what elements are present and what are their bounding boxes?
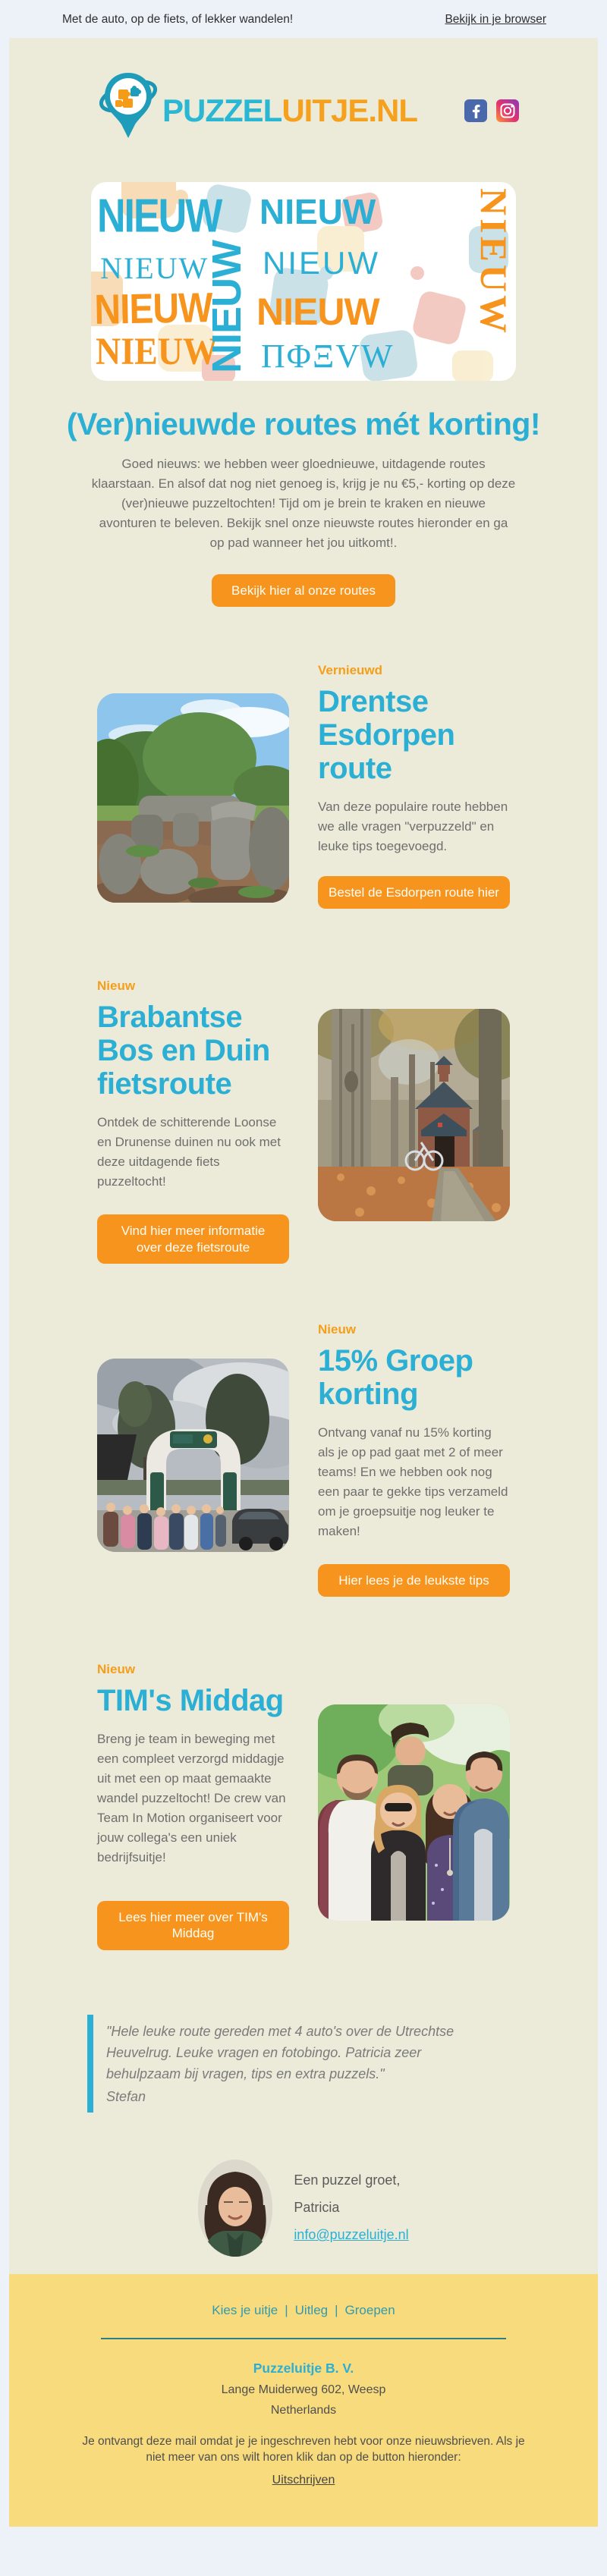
collage-word: NIEUW	[97, 190, 222, 243]
section-title: Drentse Esdorpen route	[318, 685, 455, 786]
blonde-woman	[371, 1785, 426, 1921]
section-brabantse-fietsroute	[9, 979, 598, 1264]
unsubscribe-link[interactable]: Uitschrijven	[272, 2473, 335, 2486]
dolmen-stones-photo[interactable]	[97, 693, 289, 909]
tims-middag-button[interactable]: Lees hier meer over TIM's Middag	[97, 1901, 289, 1950]
unsubscribe-text: Je ontvangt deze mail omdat je je ingeschreven hebt voor onze nieuwsbrieven. Als je niet meer van ons wilt horen klik dan op de button hieronder:	[82, 2434, 525, 2464]
footer-link-kies-je-uitje[interactable]: Kies je uitje	[212, 2302, 278, 2317]
header	[9, 38, 598, 149]
footer-link-uitleg[interactable]: Uitleg	[294, 2302, 329, 2317]
quote-text: "Hele leuke route gereden met 4 auto's over de Utrechtse Heuvelrug. Leuke vragen en fotobingo. Patricia zeer behulpzaam bij vragen, tips en extra puzzels."	[106, 2023, 454, 2081]
friends-group-photo[interactable]	[318, 1704, 510, 1950]
esdorpen-route-button[interactable]: Bestel de Esdorpen route hier	[318, 876, 510, 909]
signoff-line2: Patricia	[294, 2200, 340, 2216]
company-address: Lange Muiderweg 602, Weesp	[221, 2383, 386, 2396]
section-groepkorting	[9, 1322, 598, 1597]
section-content	[97, 979, 289, 1264]
link-separator: |	[285, 2302, 288, 2317]
hero-cta-button[interactable]: Bekijk hier al onze routes	[212, 574, 395, 607]
collage-word-greek: ΠΦΞVW	[261, 338, 395, 375]
event-arch-photo[interactable]	[97, 1359, 289, 1597]
collage-word-vertical: NIEUW	[473, 188, 515, 337]
link-separator: |	[335, 2302, 338, 2317]
map-pin-puzzle-icon	[99, 71, 158, 151]
section-tims-middag	[9, 1662, 598, 1950]
section-content	[97, 1662, 289, 1950]
section-body-text: Ontdek de schitterende Loonse en Drunense duinen nu ook met deze uitdagende fiets puzzeltocht!	[97, 1115, 281, 1189]
collage-word: NIEUW	[93, 284, 212, 334]
instagram-icon[interactable]	[496, 99, 519, 122]
section-content	[318, 663, 510, 909]
section-tag: Vernieuwd	[318, 663, 383, 678]
hero-body-text: Goed nieuws: we hebben weer gloednieuwe, uitdagende routes klaarstaan. En alsof dat nog niet genoeg is, krijg je nu €5,- korting op deze (ver)nieuwe puzzeltochten! Tijd om je brein te kraken en nieuwe avonturen te beleven. Bekijk snel onze nieuwste routes hieronder en ga op pad wanneer het jou uitkomt!.	[91, 456, 516, 550]
section-tag: Nieuw	[97, 979, 136, 994]
collage-word-vertical: NIEUW	[204, 240, 250, 373]
quote-author: Stefan	[106, 2088, 146, 2104]
section-body-text: Ontvang vanaf nu 15% korting als je op pad gaat met 2 of meer teams! En we hebben ook nog een paar te gekke tips verzameld om je groepsuitje nog leuker te maken!	[318, 1425, 508, 1538]
signoff	[9, 2160, 598, 2257]
signoff-text	[294, 2170, 408, 2245]
collage-word: NIEUW	[100, 251, 209, 285]
section-content	[318, 1322, 510, 1597]
section-tag: Nieuw	[97, 1662, 136, 1677]
company-name: Puzzeluitje B. V.	[253, 2360, 354, 2376]
company-country: Netherlands	[270, 2403, 337, 2417]
forest-chapel-photo[interactable]	[318, 1009, 510, 1264]
footer	[9, 2274, 598, 2527]
section-body-text: Van deze populaire route hebben we alle vragen "verpuzzeld" en leuke tips toegevoegd.	[318, 800, 508, 854]
brand-word-puzzel: PUZZEL	[162, 93, 282, 128]
email-body	[9, 38, 598, 2527]
hero-title: (Ver)nieuwde routes mét korting!	[66, 407, 541, 441]
section-title: Brabantse Bos en Duin fietsroute	[97, 1001, 270, 1101]
preheader-text: Met de auto, op de fiets, of lekker wandelen!	[62, 13, 294, 26]
footer-link-groepen[interactable]: Groepen	[344, 2302, 395, 2317]
email-link[interactable]: info@puzzeluitje.nl	[294, 2227, 409, 2243]
footer-divider	[101, 2338, 506, 2339]
section-title: 15% Groep korting	[318, 1343, 473, 1411]
signoff-line1: Een puzzel groet,	[294, 2172, 401, 2188]
brand-word-uitje: UITJE.NL	[281, 93, 418, 128]
section-drentse-esdorpen	[9, 663, 598, 909]
view-in-browser-link[interactable]: Bekijk in je browser	[445, 13, 546, 26]
collage-word: NIEUW	[256, 291, 379, 333]
puzzeluitje-logo[interactable]	[99, 71, 417, 151]
preheader-bar	[0, 0, 607, 38]
footer-links	[9, 2303, 598, 2318]
collage-word: NIEUW	[263, 245, 380, 281]
section-title: TIM's Middag	[97, 1684, 284, 1718]
section-tag: Nieuw	[318, 1321, 357, 1337]
testimonial-quote	[87, 2015, 520, 2113]
patricia-avatar	[198, 2160, 272, 2257]
collage-word: NIEUW	[259, 192, 376, 231]
collage-word: NIEUW	[96, 329, 219, 372]
groep-tips-button[interactable]: Hier lees je de leukste tips	[318, 1564, 510, 1597]
section-body-text: Breng je team in beweging met een compleet verzorgd middagje uit met een op maat gemaakte wandel puzzeltocht! De crew van Team In Motion organiseert voor jouw collega's een uniek bedrijfsuitje!	[97, 1732, 286, 1865]
fietsroute-info-button[interactable]: Vind hier meer informatie over deze fietsroute	[97, 1214, 289, 1264]
social-links	[464, 99, 519, 122]
nieuw-collage-image[interactable]	[91, 182, 516, 381]
brand-wordmark	[162, 95, 417, 127]
facebook-icon[interactable]	[464, 99, 487, 122]
